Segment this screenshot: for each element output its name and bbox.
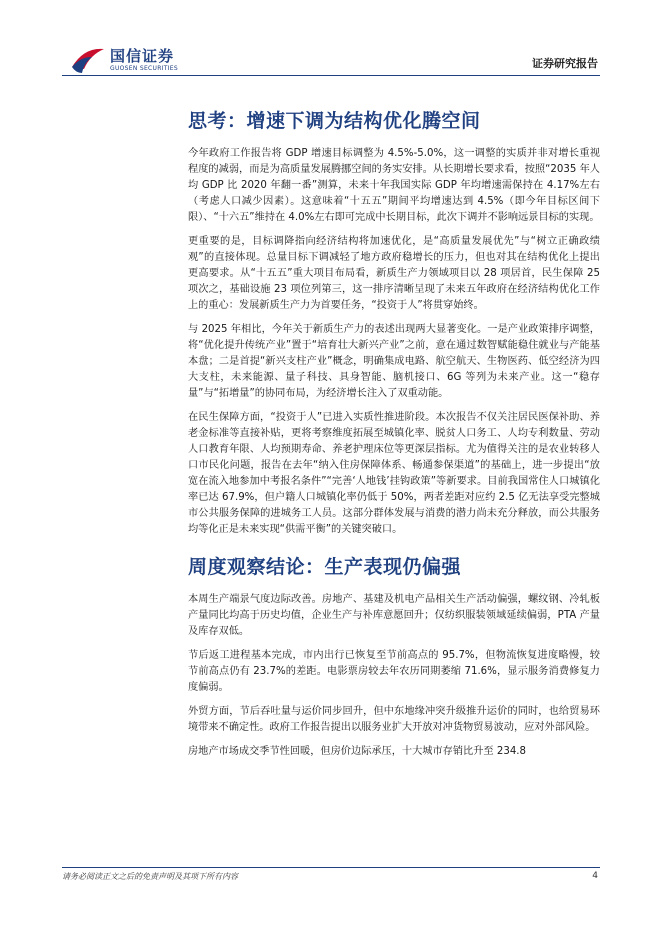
paragraph: 外贸方面，节后吞吐量与运价同步回升，但中东地缘冲突升级推升运价的同时，也给贸易环境带来不确定性。政府工作报告提出以服务业扩大开放对冲货物贸易波动，应对外部风险。 — [188, 706, 600, 733]
section-title-weekly-observation: 周度观察结论：生产表现仍偏强 — [188, 556, 462, 578]
header-divider — [62, 75, 600, 76]
report-type-label: 证券研究报告 — [532, 57, 598, 70]
footer-divider — [62, 867, 600, 868]
logo-text-cn: 国信证券 — [110, 47, 175, 65]
paragraph: 房地产市场成交季节性回暖，但房价边际承压，十大城市存销比升至 234.8 — [188, 746, 527, 757]
paragraph: 本周生产端景气度边际改善。房地产、基建及机电产品相关生产活动偏强，螺纹钢、冷轧板产量同比均高于历史均值，企业生产与补库意愿回升；仅纺织服装领域延续偏弱，PTA 产量及库存双低。 — [188, 594, 600, 637]
page-number: 4 — [592, 871, 598, 881]
paragraph: 节后返工进程基本完成，市内出行已恢复至节前高点的 95.7%，但物流恢复进度略慢，较节前高点仍有 23.7%的差距。电影票房较去年农历同期萎缩 71.6%，显示服务消费修复力度偏弱。 — [188, 650, 600, 693]
paragraph: 今年政府工作报告将 GDP 增速目标调整为 4.5%-5.0%，这一调整的实质并非对增长重视程度的减弱，而是为高质量发展腾挪空间的务实安排。从长期增长要求看，按照“2035 年人均 GDP 比 2020 年翻一番”测算，未来十年我国实际 GDP 年均增速需保持在 4.17%左右（考虑人口减少因素）。这意味着“十五五”期间平均增速达到 4.5%（即今年目标区间下限）、“十六五”维持在 4.0%左右即可完成中长期目标，此次下调并不影响远景目标的实现。 — [188, 148, 600, 223]
paragraph: 更重要的是，目标调降指向经济结构将加速优化，是“高质量发展优先”与“树立正确政绩观”的直接体现。总量目标下调减轻了地方政府稳增长的压力，但也对其在结构优化上提出更高要求。从“十五五”重大项目布局看，新质生产力领域项目以 28 项居首，民生保障 25 项次之，基础设施 23 项位列第三，这一排序清晰呈现了未来五年政府在经济结构优化工作上的重心：发展新质生产力为首要任务，“投资于人”将贯穿始终。 — [188, 236, 600, 311]
disclaimer-text: 请务必阅读正文之后的免责声明及其项下所有内容 — [62, 872, 238, 881]
paragraph: 在民生保障方面，“投资于人”已进入实质性推进阶段。本次报告不仅关注居民医保补助、养老金标准等直接补贴，更将考察维度拓展至城镇化率、脱贫人口务工、人均专利数量、劳动人口教育年限、人均预期寿命、养老护理床位等更深层指标。尤为值得关注的是农业转移人口市民化问题，报告在去年“纳入住房保障体系、畅通参保渠道”的基础上，进一步提出“放宽在流入地参加中考报名条件”“完善‘人地钱’挂钩政策”等新要求。目前我国常住人口城镇化率已达 67.9%，但户籍人口城镇化率仍低于 50%，两者差距对应约 2.5 亿无法享受完整城市公共服务保障的进城务工人员。这部分群体发展与消费的潜力尚未充分释放，而公共服务均等化正是未来实现“供需平衡”的关键突破口。 — [188, 412, 600, 535]
page-header — [0, 0, 662, 80]
logo-emblem-icon — [70, 43, 106, 75]
main-content — [188, 92, 600, 760]
company-logo — [70, 43, 200, 79]
paragraph: 与 2025 年相比，今年关于新质生产力的表述出现两大显著变化。一是产业政策排序调整，将“优化提升传统产业”置于“培育壮大新兴产业”之前，意在通过数智赋能稳住就业与产能基本盘；二是首提“新兴支柱产业”概念，明确集成电路、航空航天、生物医药、低空经济为四大支柱，未来能源、量子科技、具身智能、脑机接口、6G 等列为未来产业。这一“稳存量”与“拓增量”的协同布局，为经济增长注入了双重动能。 — [188, 324, 600, 399]
logo-text-en: GUOSEN SECURITIES — [110, 65, 179, 72]
section-title-thinking: 思考：增速下调为结构优化腾空间 — [188, 110, 481, 132]
